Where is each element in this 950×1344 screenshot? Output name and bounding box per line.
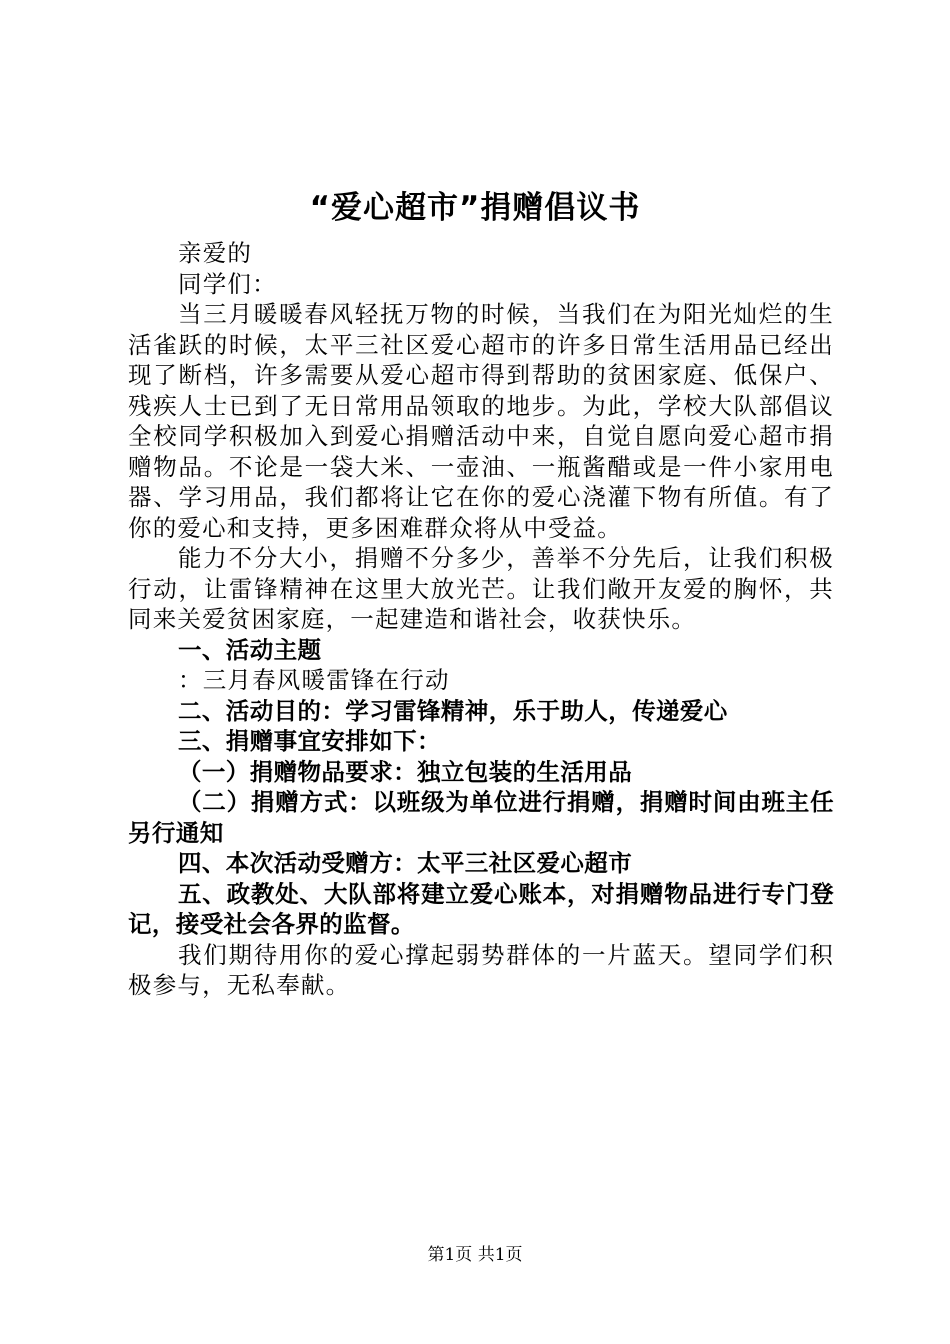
document-body: [128, 238, 834, 1001]
section-3-heading: 三、捐赠事宜安排如下：: [178, 727, 441, 755]
section-5: 五、政教处、大队部将建立爱心账本，对捐赠物品进行专门登记，接受社会各界的监督。: [128, 879, 834, 938]
section-3-item-1: （一）捐赠物品要求：独立包装的生活用品: [178, 757, 633, 786]
section-1-content: ：三月春风暖雷锋在行动: [178, 666, 450, 694]
section-4: 四、本次活动受赠方：太平三社区爱心超市: [178, 849, 633, 877]
closing-paragraph: 我们期待用你的爱心撑起弱势群体的一片蓝天。望同学们积极参与，无私奉献。: [128, 940, 834, 999]
greeting-line-2: 同学们：: [178, 269, 277, 298]
page-footer: 第1页 共1页: [427, 1245, 523, 1265]
paragraph-1: 当三月暖暖春风轻抚万物的时候，当我们在为阳光灿烂的生活雀跃的时候，太平三社区爱心超市的许多日常生活用品已经出现了断档，许多需要从爱心超市得到帮助的贫困家庭、低保户、残疾人士已到了无日常用品领取的地步。为此，学校大队部倡议全校同学积极加入到爱心捐赠活动中来，自觉自愿向爱心超市捐赠物品。不论是一袋大米、一壶油、一瓶酱醋或是一件小家用电器、学习用品，我们都将让它在你的爱心浇灌下物有所值。有了你的爱心和支持，更多困难群众将从中受益。: [128, 300, 834, 542]
greeting-line-1: 亲爱的: [178, 239, 253, 267]
section-3-item-2: （二）捐赠方式：以班级为单位进行捐赠，捐赠时间由班主任另行通知: [128, 788, 834, 847]
document-title: “爱心超市”捐赠倡议书: [309, 190, 641, 226]
section-1-heading: 一、活动主题: [178, 635, 322, 664]
section-2: 二、活动目的：学习雷锋精神，乐于助人，传递爱心: [178, 696, 728, 725]
paragraph-2: 能力不分大小，捐赠不分多少，善举不分先后，让我们积极行动，让雷锋精神在这里大放光芒。让我们敞开友爱的胸怀，共同来关爱贫困家庭，一起建造和谐社会，收获快乐。: [128, 544, 834, 633]
